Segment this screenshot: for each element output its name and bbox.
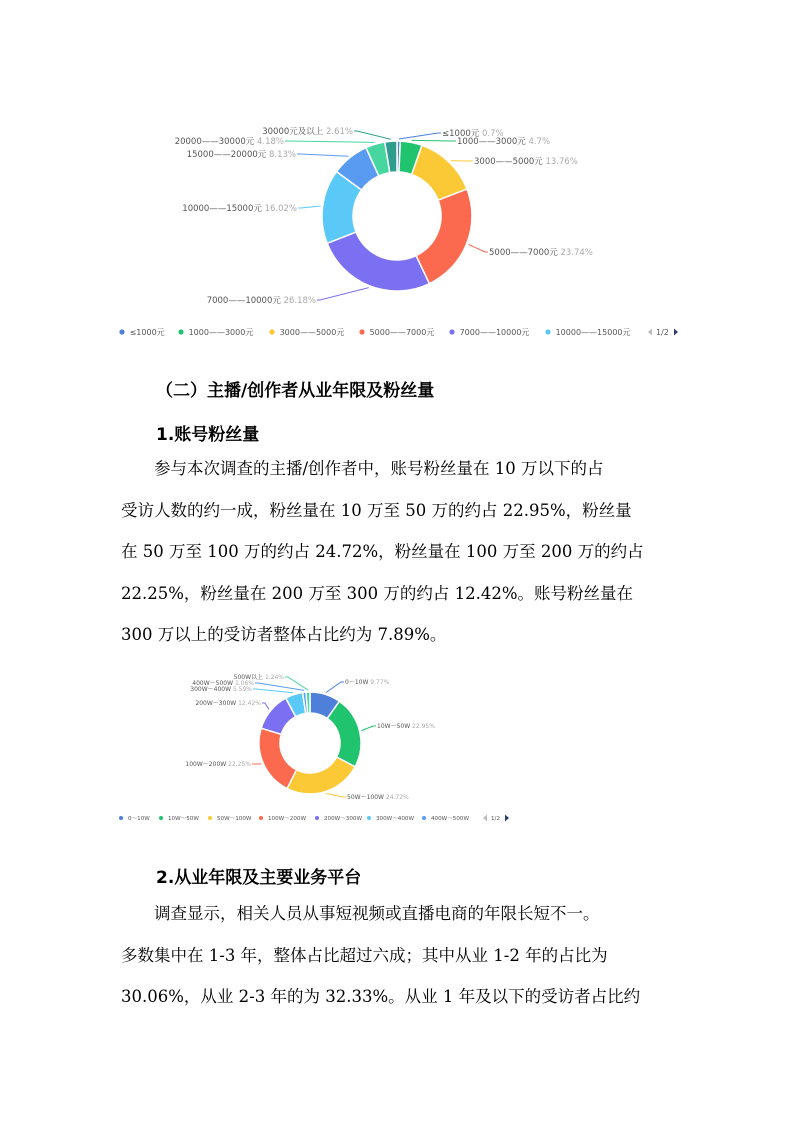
slice-label: [195, 700, 261, 707]
legend-next-icon[interactable]: [505, 815, 509, 822]
slice-label-value: 23.74%: [560, 247, 593, 258]
legend-item[interactable]: 1000——3000元: [188, 327, 254, 337]
legend-item[interactable]: 10000——15000元: [555, 327, 631, 337]
legend-marker: [259, 816, 263, 820]
section-heading: （二）主播/创作者从业年限及粉丝量: [156, 381, 435, 401]
slice-label: [262, 126, 353, 137]
paragraph-line: 调查显示，相关人员从事短视频或直播电商的年限长短不一。: [154, 904, 600, 923]
slice-label-value: 16.02%: [264, 203, 297, 214]
donut-slice: [416, 189, 472, 284]
legend-marker: [119, 329, 124, 334]
slice-label-name: 50W～100W: [347, 794, 386, 802]
label-leader-line: [362, 726, 376, 731]
label-leader-line: [326, 793, 346, 797]
label-leader-line: [412, 140, 456, 141]
donut-slice: [327, 701, 361, 766]
slice-label-value: 22.95%: [412, 723, 435, 731]
legend-prev-icon[interactable]: [483, 815, 487, 822]
slice-label: [207, 296, 316, 306]
subsection-heading-years: 2.从业年限及主要业务平台: [156, 868, 362, 888]
slice-label-name: 15000——20000元: [186, 149, 269, 160]
slice-label-value: 13.76%: [545, 156, 578, 167]
legend-item[interactable]: 7000——10000元: [459, 327, 530, 337]
label-leader-line: [253, 689, 293, 693]
subsection-heading-fans: 1.账号粉丝量: [156, 425, 260, 445]
legend-marker: [545, 329, 550, 334]
slice-label-name: 1000——3000元: [457, 136, 529, 147]
slice-label-value: 1.06%: [234, 680, 254, 688]
slice-label-name: 100W～200W: [185, 761, 229, 769]
legend-marker: [367, 816, 371, 820]
legend-item[interactable]: 3000——5000元: [279, 327, 345, 337]
slice-label: [185, 761, 251, 768]
paragraph-line: 30.06%，从业 2-3 年的为 32.33%。从业 1 年及以下的受访者占比约: [121, 987, 641, 1006]
legend-item[interactable]: 200W～300W: [324, 815, 363, 822]
legend-marker: [178, 329, 183, 334]
slice-label: [187, 150, 296, 160]
label-leader-line: [326, 682, 344, 692]
slice-label-name: 10W～50W: [377, 723, 413, 731]
slice-label: [457, 137, 550, 147]
slice-label-value: 24.72%: [385, 794, 409, 802]
slice-label: [192, 680, 254, 687]
fans-donut-chart: [0, 665, 794, 830]
label-leader-line: [262, 703, 269, 709]
slice-label-name: 400W～500W: [192, 680, 235, 688]
slice-label: [345, 679, 390, 686]
paragraph-line: 22.25%，粉丝量在 200 万至 300 万的约占 12.42%。账号粉丝量在: [121, 583, 634, 603]
slice-label-name: 5000——7000元: [489, 247, 561, 258]
donut-slice: [259, 728, 296, 788]
paragraph-line: 300 万以上的受访者整体占比约为 7.89%。: [121, 625, 447, 644]
legend-marker: [159, 816, 163, 820]
slice-label-name: 0～10W: [345, 679, 371, 687]
legend-marker: [208, 816, 212, 820]
label-leader-line: [399, 133, 441, 139]
slice-label-name: 7000——10000元: [206, 295, 284, 306]
legend-item[interactable]: 5000——7000元: [369, 327, 435, 337]
slice-label-value: 9.77%: [370, 679, 390, 687]
legend-prev-icon[interactable]: [648, 329, 652, 336]
slice-label: [190, 686, 252, 693]
legend-marker: [449, 329, 454, 334]
legend-marker: [119, 816, 123, 820]
slice-label-value: 5.59%: [232, 686, 252, 694]
legend-marker: [269, 329, 274, 334]
legend-page-indicator: 1/2: [656, 327, 669, 337]
slice-label-value: 26.18%: [283, 295, 316, 306]
slice-label-value: 12.42%: [238, 700, 261, 708]
label-leader-line: [297, 154, 348, 156]
paragraph-fans: [121, 448, 681, 656]
slice-label-name: ≤1000元: [442, 128, 482, 139]
slice-label: [489, 248, 593, 258]
label-leader-line: [354, 131, 391, 139]
label-leader-line: [298, 206, 321, 208]
paragraph-years: [121, 893, 681, 1018]
label-leader-line: [469, 244, 488, 252]
slice-label-value: 0.7%: [481, 128, 504, 139]
slice-label: [182, 204, 297, 214]
legend-marker: [422, 816, 426, 820]
legend-marker: [359, 329, 364, 334]
slice-label-name: 300W～400W: [190, 686, 233, 694]
slice-label-value: 2.61%: [325, 126, 353, 137]
slice-label-name: 30000元及以上: [262, 126, 326, 137]
legend-item[interactable]: 100W～200W: [268, 815, 307, 822]
slice-label: [234, 673, 285, 681]
slice-label-value: 1.24%: [264, 674, 284, 682]
legend-item[interactable]: 50W～100W: [217, 815, 252, 822]
slice-label: [474, 157, 578, 167]
legend-item[interactable]: 300W～400W: [376, 815, 415, 822]
slice-label-value: 4.18%: [256, 136, 284, 147]
slice-label: [347, 794, 409, 801]
slice-label: [175, 137, 284, 147]
label-leader-line: [285, 141, 375, 142]
label-leader-line: [317, 288, 369, 300]
legend-marker: [315, 816, 319, 820]
paragraph-line: 参与本次调查的主播/创作者中，账号粉丝量在 10 万以下的占: [154, 459, 604, 478]
paragraph-line: 在 50 万至 100 万的约占 24.72%，粉丝量在 100 万至 200 万的约占: [121, 542, 644, 561]
donut-slice: [327, 232, 429, 291]
slice-label-name: 3000——5000元: [474, 156, 546, 167]
paragraph-line: 受访人数的约一成，粉丝量在 10 万至 50 万的约占 22.95%，粉丝量: [121, 500, 632, 520]
income-donut-chart: [0, 120, 794, 350]
donut-slice: [287, 757, 355, 794]
legend-item[interactable]: 400W～500W: [431, 815, 470, 822]
legend-next-icon[interactable]: [674, 329, 678, 336]
legend-page-indicator: 1/2: [491, 815, 501, 822]
slice-label-name: 10000——15000元: [182, 203, 265, 214]
legend-item[interactable]: 10W～50W: [168, 815, 199, 822]
slice-label: [377, 723, 435, 730]
legend-item[interactable]: ≤1000元: [129, 327, 165, 337]
slice-label-value: 8.13%: [268, 149, 296, 160]
slice-label-name: 20000——30000元: [174, 136, 257, 147]
slice-label-value: 4.7%: [528, 136, 551, 147]
slice-label-name: 500W以上: [233, 674, 265, 682]
slice-label-name: 200W～300W: [195, 700, 239, 708]
slice-label-value: 22.25%: [228, 761, 251, 769]
legend-item[interactable]: 0～10W: [128, 815, 150, 822]
paragraph-line: 多数集中在 1-3 年，整体占比超过六成；其中从业 1-2 年的占比为: [121, 945, 608, 965]
